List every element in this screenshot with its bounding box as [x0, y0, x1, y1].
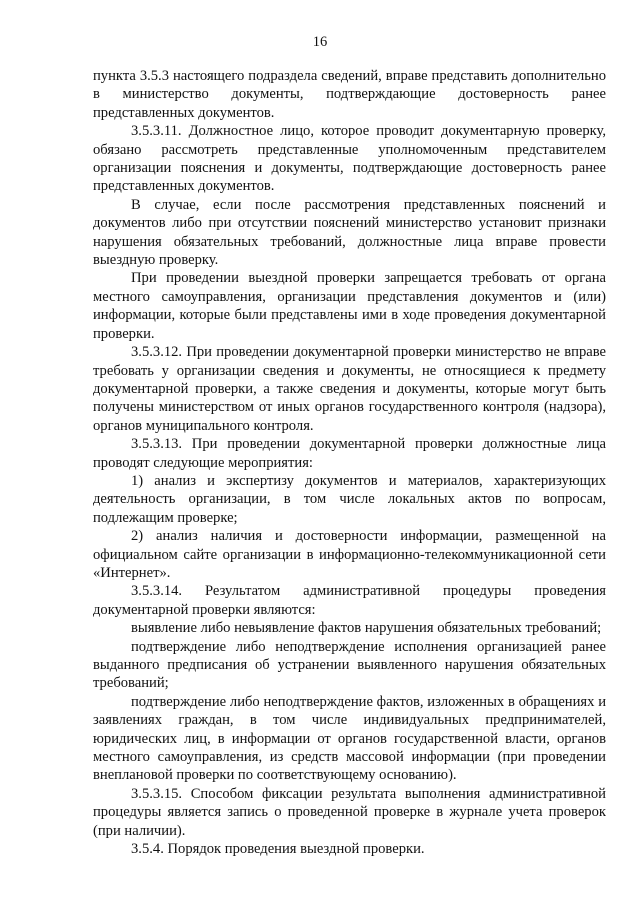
- list-item-1: 1) анализ и экспертизу документов и материалов, характеризующих деятельность организации, в том числе локальных актов по вопросам, подлежащим проверке;: [93, 472, 606, 526]
- paragraph-3-5-3-11: 3.5.3.11. Должностное лицо, которое проводит документарную проверку, обязано рассмотреть представленные уполномоченным представителем организации пояснения и документы, подтверждающие достоверность ранее представленных документов.: [93, 123, 606, 195]
- result-item: подтверждение либо неподтверждение фактов, изложенных в обращениях и заявлениях граждан, в том числе индивидуальных предпринимателей, юридических лиц, в информации от органов государственной власти, органов местного самоуправления, из средств массовой информации (при проведении внеплановой проверки по соответствующему основанию).: [93, 693, 606, 784]
- paragraph-3-5-3-15: 3.5.3.15. Способом фиксации результата выполнения административной процедуры является запись о проведенной проверке в журнале учета проверок (при наличии).: [93, 785, 606, 839]
- page-number: 16: [312, 34, 328, 50]
- paragraph: При проведении выездной проверки запрещается требовать от органа местного самоуправления, организации представления документов и (или) информации, которые были представлены ими в ходе проведения документарной проверки.: [93, 270, 606, 342]
- result-item: подтверждение либо неподтверждение исполнения организацией ранее выданного предписания об устранении выявленного нарушения обязательных требований;: [93, 638, 606, 692]
- result-item: выявление либо невыявление фактов нарушения обязательных требований;: [131, 620, 602, 637]
- document-body: [93, 67, 606, 858]
- list-item-2: 2) анализ наличия и достоверности информации, размещенной на официальном сайте организации в информационно-телекоммуникационной сети «Интернет».: [93, 528, 606, 581]
- paragraph-3-5-4: 3.5.4. Порядок проведения выездной проверки.: [131, 841, 425, 858]
- paragraph: В случае, если после рассмотрения представленных пояснений и документов либо при отсутствии пояснений министерство установит признаки нарушения обязательных требований, должностные лица вправе провести выездную проверку.: [93, 196, 606, 269]
- paragraph-3-5-3-14: 3.5.3.14. Результатом административной процедуры проведения документарной проверки являются:: [93, 583, 606, 618]
- paragraph-3-5-3-12: 3.5.3.12. При проведении документарной проверки министерство не вправе требовать у организации сведения и документы, не относящиеся к предмету документарной проверки, а также сведения и документы, которые могут быть получены министерством от иных органов государственного контроля (надзора), органов муниципального контроля.: [93, 344, 606, 434]
- paragraph-3-5-3-13: 3.5.3.13. При проведении документарной проверки должностные лица проводят следующие мероприятия:: [93, 436, 606, 471]
- paragraph-continuation: пункта 3.5.3 настоящего подраздела сведений, вправе представить дополнительно в министерство документы, подтверждающие достоверность ранее представленных документов.: [93, 68, 606, 121]
